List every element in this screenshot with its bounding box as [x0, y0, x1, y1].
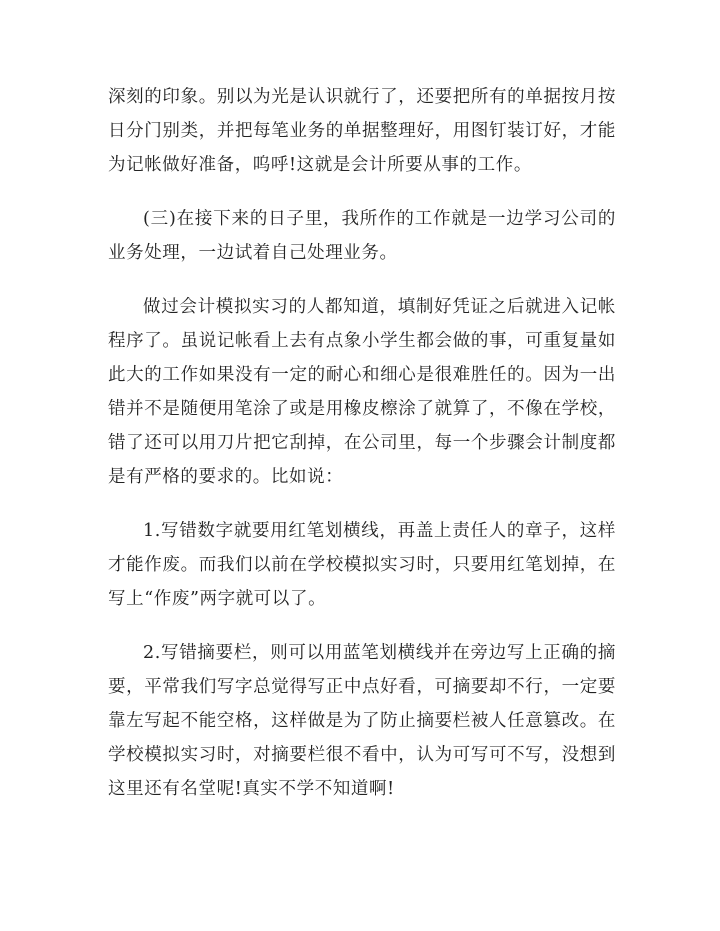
paragraph-2: (三)在接下来的日子里，我所作的工作就是一边学习公司的业务处理，一边试着自己处理业务。 — [108, 209, 616, 263]
paragraph-3: 做过会计模拟实习的人都知道，填制好凭证之后就进入记帐程序了。虽说记帐看上去有点象小学生都会做的事，可重复量如此大的工作如果没有一定的耐心和细心是很难胜任的。因为一出错并不是随便用笔涂了或是用橡皮檫涂了就算了，不像在学校，错了还可以用刀片把它刮掉，在公司里，每一个步骤会计制度都是有严格的要求的。比如说： — [108, 297, 616, 487]
document-body — [108, 80, 616, 826]
paragraph-5: 2.写错摘要栏，则可以用蓝笔划横线并在旁边写上正确的摘要，平常我们写字总觉得写正中点好看，可摘要却不行，一定要靠左写起不能空格，这样做是为了防止摘要栏被人任意篡改。在学校模拟实习时，对摘要栏很不看中，认为可写可不写，没想到这里还有名堂呢!真实不学不知道啊! — [108, 643, 616, 799]
paragraph-4: 1.写错数字就要用红笔划横线，再盖上责任人的章子，这样才能作废。而我们以前在学校模拟实习时，只要用红笔划掉，在写上“作废”两字就可以了。 — [108, 521, 616, 609]
paragraph-1: 深刻的印象。别以为光是认识就行了，还要把所有的单据按月按日分门别类，并把每笔业务的单据整理好，用图钉装订好，才能为记帐做好准备，呜呼!这就是会计所要从事的工作。 — [108, 87, 616, 175]
